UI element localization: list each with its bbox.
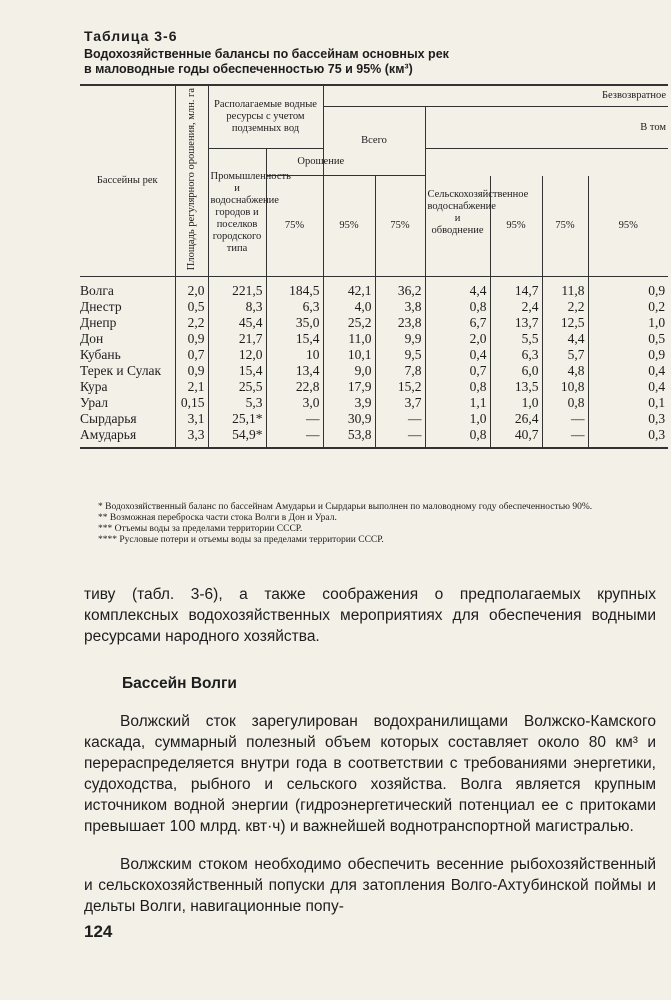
header-basin: Бассейны рек	[80, 85, 175, 277]
table-row	[80, 395, 668, 411]
water-balance-table	[80, 84, 668, 449]
cell-t95: 36,2	[375, 277, 425, 300]
table-row	[80, 363, 668, 379]
cell-ind: 1,0	[425, 411, 490, 427]
cell-i75: 40,7	[490, 427, 542, 448]
footnote-3: *** Отъемы воды за пределами территории СССР.	[98, 524, 303, 534]
cell-i95: 5,7	[542, 347, 588, 363]
table-row	[80, 277, 668, 300]
table-row	[80, 427, 668, 448]
cell-ind: 1,1	[425, 395, 490, 411]
cell-r95: 35,0	[266, 315, 323, 331]
cell-r95: 6,3	[266, 299, 323, 315]
cell-i75: 6,3	[490, 347, 542, 363]
header-irrevocable: Безвозвратное	[323, 85, 668, 107]
cell-t95: —	[375, 427, 425, 448]
paragraph-volga-releases: Волжским стоком необходимо обеспечить весенние рыбохозяйственный и сельскохозяйственный попуски для затопления Волго-Ахтубинской поймы и дельты Волги, навигационные попу-	[84, 856, 656, 915]
cell-r75: 5,3	[208, 395, 266, 411]
cell-agri: 1,0	[588, 315, 668, 331]
table-row	[80, 299, 668, 315]
cell-i75: 1,0	[490, 395, 542, 411]
cell-r95: 10	[266, 347, 323, 363]
cell-r95: 3,0	[266, 395, 323, 411]
table-number: Таблица 3-6	[84, 28, 178, 44]
cell-t95: 7,8	[375, 363, 425, 379]
cell-i75: 26,4	[490, 411, 542, 427]
header-resources-75: 75%	[266, 176, 323, 277]
cell-i75: 5,5	[490, 331, 542, 347]
header-in-that: В том	[425, 107, 668, 149]
cell-i95: —	[542, 411, 588, 427]
cell-area: 0,15	[175, 395, 208, 411]
cell-basin: Волга	[80, 283, 114, 299]
header-resources-95: 95%	[323, 176, 375, 277]
cell-agri: 0,3	[588, 427, 668, 448]
cell-t95: 9,9	[375, 331, 425, 347]
cell-r95: 15,4	[266, 331, 323, 347]
header-total-75: 75%	[375, 176, 425, 277]
header-irrigation: Орошение	[266, 149, 375, 176]
header-resources: Располагаемые водные ресурсы с учетом подземных вод	[208, 85, 323, 149]
cell-basin: Кубань	[80, 347, 121, 363]
header-irrigation-75: 75%	[542, 176, 588, 277]
header-industry: Промышленность и водоснабжение городов и поселков городского типа	[208, 149, 266, 277]
cell-t95: —	[375, 411, 425, 427]
cell-area: 2,2	[175, 315, 208, 331]
cell-t95: 9,5	[375, 347, 425, 363]
water-balance-table-wrap	[80, 84, 668, 449]
footnote-2: ** Возможная переброска части стока Волги в Дон и Урал.	[98, 513, 337, 523]
cell-basin: Днестр	[80, 299, 122, 315]
cell-i95: 4,4	[542, 331, 588, 347]
cell-ind: 0,4	[425, 347, 490, 363]
cell-agri: 0,5	[588, 331, 668, 347]
cell-t75: 9,0	[323, 363, 375, 379]
table-row	[80, 411, 668, 427]
cell-r75: 54,9*	[208, 427, 266, 448]
cell-i95: —	[542, 427, 588, 448]
cell-agri: 0,4	[588, 363, 668, 379]
cell-t75: 53,8	[323, 427, 375, 448]
cell-r75: 221,5	[208, 277, 266, 300]
cell-basin: Сырдарья	[80, 411, 137, 427]
cell-ind: 2,0	[425, 331, 490, 347]
cell-basin: Урал	[80, 395, 108, 411]
cell-ind: 0,7	[425, 363, 490, 379]
header-area	[175, 85, 208, 277]
cell-r75: 25,5	[208, 379, 266, 395]
cell-t75: 17,9	[323, 379, 375, 395]
cell-agri: 0,9	[588, 277, 668, 300]
cell-i75: 14,7	[490, 277, 542, 300]
cell-i95: 12,5	[542, 315, 588, 331]
cell-basin: Кура	[80, 379, 108, 395]
cell-r75: 45,4	[208, 315, 266, 331]
cell-t75: 4,0	[323, 299, 375, 315]
table-row	[80, 379, 668, 395]
cell-r95: 22,8	[266, 379, 323, 395]
paragraph-continuation: тиву (табл. 3-6), а также соображения о предполагаемых крупных комплексных водохозяйственных мероприятиях для обеспечения водными ресурсами народного хозяйства.	[84, 586, 656, 645]
cell-r75: 8,3	[208, 299, 266, 315]
cell-ind: 4,4	[425, 277, 490, 300]
cell-area: 3,1	[175, 411, 208, 427]
cell-ind: 0,8	[425, 299, 490, 315]
cell-i75: 13,5	[490, 379, 542, 395]
cell-area: 0,9	[175, 363, 208, 379]
cell-i95: 0,8	[542, 395, 588, 411]
cell-r95: —	[266, 411, 323, 427]
cell-basin: Амударья	[80, 427, 175, 448]
cell-t95: 23,8	[375, 315, 425, 331]
cell-i75: 6,0	[490, 363, 542, 379]
cell-agri: 0,9	[588, 347, 668, 363]
table-row	[80, 347, 668, 363]
cell-area: 0,5	[175, 299, 208, 315]
cell-t95: 3,7	[375, 395, 425, 411]
cell-agri: 0,4	[588, 379, 668, 395]
header-total-95: 95%	[490, 176, 542, 277]
table-title	[84, 47, 664, 77]
cell-ind: 6,7	[425, 315, 490, 331]
cell-t75: 30,9	[323, 411, 375, 427]
cell-t75: 42,1	[323, 277, 375, 300]
footnote-4: **** Русловые потери и отъемы воды за пределами территории СССР.	[98, 535, 384, 545]
cell-basin: Терек и Сулак	[80, 363, 162, 379]
cell-i95: 4,8	[542, 363, 588, 379]
cell-agri: 0,1	[588, 395, 668, 411]
cell-r95: 184,5	[266, 277, 323, 300]
cell-i75: 13,7	[490, 315, 542, 331]
page-number: 124	[84, 922, 113, 941]
cell-agri: 0,3	[588, 411, 668, 427]
cell-basin: Днепр	[80, 315, 117, 331]
table-row	[80, 315, 668, 331]
cell-i95: 11,8	[542, 277, 588, 300]
header-area-text: Площадь регулярного орошения, млн. га	[185, 88, 197, 271]
paragraph-volga-runoff: Волжский сток зарегулирован водохранилищами Волжско-Камского каскада, суммарный полезный объем которых составляет около 80 км³ и перераспределяется внутри года в соответствии с требованиями энергетики, судоходства, рыбного и сельского хозяйства. Волга является крупным источником водной энергии (гидроэнергетический потенциал ее с притоками превышает 100 млрд. квт·ч) и важнейшей воднотранспортной магистралью.	[84, 713, 656, 835]
cell-t75: 3,9	[323, 395, 375, 411]
cell-i95: 10,8	[542, 379, 588, 395]
cell-r75: 12,0	[208, 347, 266, 363]
cell-r75: 21,7	[208, 331, 266, 347]
cell-t95: 3,8	[375, 299, 425, 315]
header-total: Всего	[323, 107, 425, 176]
table-caption	[84, 28, 664, 77]
cell-ind: 0,8	[425, 427, 490, 448]
cell-r95: 13,4	[266, 363, 323, 379]
cell-i95: 2,2	[542, 299, 588, 315]
section-heading: Бассейн Волги	[122, 675, 237, 692]
cell-area: 2,0	[175, 277, 208, 300]
cell-r95: —	[266, 427, 323, 448]
table-title-line-1: Водохозяйственные балансы по бассейнам основных рек	[84, 47, 449, 61]
cell-t75: 10,1	[323, 347, 375, 363]
header-irrigation-95: 95%	[588, 176, 668, 277]
table-title-line-2: в маловодные годы обеспеченностью 75 и 95% (км³)	[84, 62, 413, 76]
cell-ind: 0,8	[425, 379, 490, 395]
cell-i75: 2,4	[490, 299, 542, 315]
header-agri: Сельскохозяйственное водоснабжение и обводнение	[425, 149, 490, 277]
table-body	[80, 277, 668, 449]
cell-r75: 25,1*	[208, 411, 266, 427]
table-row	[80, 331, 668, 347]
footnote-1: * Водохозяйственный баланс по бассейнам Амударьи и Сырдарьи выполнен по маловодному году обеспеченностью 90%.	[98, 502, 593, 512]
cell-area: 0,7	[175, 347, 208, 363]
cell-t95: 15,2	[375, 379, 425, 395]
cell-area: 0,9	[175, 331, 208, 347]
cell-area: 2,1	[175, 379, 208, 395]
cell-area: 3,3	[175, 427, 208, 448]
cell-agri: 0,2	[588, 299, 668, 315]
cell-r75: 15,4	[208, 363, 266, 379]
cell-t75: 25,2	[323, 315, 375, 331]
cell-basin: Дон	[80, 331, 104, 347]
cell-t75: 11,0	[323, 331, 375, 347]
table-footnotes	[84, 502, 664, 546]
